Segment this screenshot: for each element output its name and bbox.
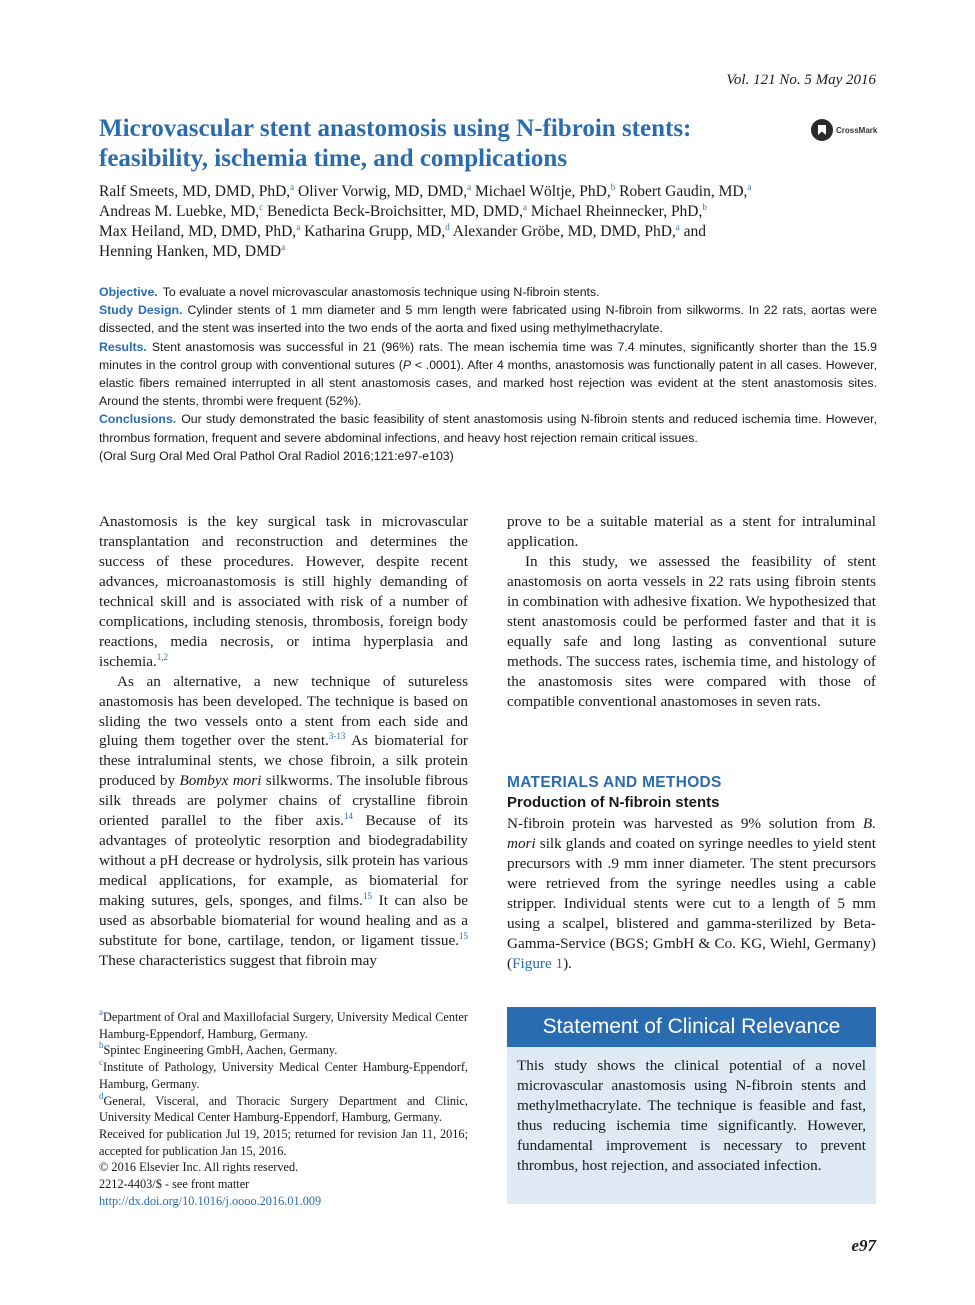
affiliation-marker: c bbox=[99, 1057, 103, 1068]
page-number: e97 bbox=[851, 1236, 876, 1255]
crossmark-badge[interactable] bbox=[811, 118, 877, 142]
paragraph-text: It can also be used as absorbable biomaterial for wound healing and as a substitute for bone, cartilage, tendon, or ligament tissue. bbox=[99, 892, 469, 950]
paragraph-text: Anastomosis is the key surgical task in microvascular transplantation and reconstruction and determines the success of these procedures. However, despite recent advances, microanastomosis is still highly demanding of technical skill and is associated with risk of a number of complications, including stenosis, thrombosis, foreign body reactions, media necrosis, or intima hyperplasia and ischemia. bbox=[99, 513, 468, 670]
affiliation-d bbox=[99, 1090, 468, 1126]
affiliation-marker: a bbox=[281, 242, 286, 252]
doi-paragraph bbox=[99, 1193, 468, 1210]
author: Katharina Grupp, MD, bbox=[304, 223, 446, 240]
author: Max Heiland, MD, DMD, PhD, bbox=[99, 223, 297, 240]
paragraph-text: N-fibroin protein was harvested as 9% solution from bbox=[507, 815, 863, 832]
species-name: B. mori bbox=[507, 815, 876, 852]
results-label: Results. bbox=[99, 339, 147, 354]
affiliation-marker: a bbox=[522, 202, 527, 212]
intro-paragraph-3: prove to be a suitable material as a stent for intraluminal application. bbox=[507, 513, 876, 550]
affiliation-marker: a bbox=[747, 182, 752, 192]
figure-link[interactable]: Figure 1 bbox=[512, 954, 564, 972]
methods-paragraph bbox=[507, 814, 876, 974]
paragraph-text: These characteristics suggest that fibroin may bbox=[99, 951, 377, 969]
abstract-design bbox=[99, 301, 877, 337]
author-list bbox=[99, 182, 877, 262]
affiliation-marker: b bbox=[99, 1040, 104, 1051]
conclusions-text: Our study demonstrated the basic feasibility of stent anastomosis using N-fibroin stents and reduced ischemia time. However, thrombus formation, frequent and severe abdominal infections, and heavy host rejection remain critical issues. bbox=[99, 412, 877, 445]
intro-paragraph-1 bbox=[99, 512, 468, 672]
affiliation-text: Spintec Engineering GmbH, Aachen, Germany. bbox=[103, 1043, 338, 1058]
objective-text: To evaluate a novel microvascular anastomosis technique using N-fibroin stents. bbox=[162, 285, 600, 299]
paragraph-text: ). bbox=[563, 954, 572, 972]
right-column-top bbox=[507, 512, 876, 712]
clinical-relevance-heading: Statement of Clinical Relevance bbox=[507, 1007, 876, 1047]
paragraph-text: silk glands and coated on syringe needles to yield stent precursors with .9 mm inner diameter. The stent precursors were retrieved from the syringe needles using a cable stripper. Individual stents were cut to a length of 5 mm using a scalpel, blistered and gamma-sterilized by Beta-Gamma-Service (BGS; GmbH & Co. KG, Wiehl, Germany) ( bbox=[507, 834, 876, 972]
paragraph-text: As an alternative, a new technique of sutureless anastomosis has been developed. The technique is based on sliding the two vessels onto a stent from each side and gluing them together over the stent. bbox=[99, 672, 468, 750]
affiliation-text: General, Visceral, and Thoracic Surgery Department and Clinic, University Medical Center Hamburg-Eppendorf, Hamburg, Germany. bbox=[99, 1093, 468, 1125]
citation-link[interactable]: 15 bbox=[459, 931, 468, 942]
p-value-symbol: P bbox=[402, 357, 412, 372]
paragraph-text: As biomaterial for these intraluminal stents, we chose fibroin, a silk protein produced by bbox=[99, 732, 468, 790]
affiliation-marker: a bbox=[675, 222, 680, 232]
affiliation-b bbox=[99, 1042, 468, 1059]
intro-paragraph-2 bbox=[99, 672, 468, 971]
author: Ralf Smeets, MD, DMD, PhD, bbox=[99, 183, 291, 200]
design-label: Study Design. bbox=[99, 303, 183, 318]
clinical-relevance-text: This study shows the clinical potential of a novel microvascular anastomosis using N-fibroin stents and methylmethacrylate. The technique is feasible and fast, thus reducing ischemia time significantly. However, fundamental improvement is necessary to prevent thrombus, host rejection, and associated infection. bbox=[517, 1057, 866, 1174]
affiliation-marker: c bbox=[259, 202, 264, 212]
conclusions-label: Conclusions. bbox=[99, 412, 177, 427]
issn-line: 2212-4403/$ - see front matter bbox=[99, 1177, 250, 1192]
author: Henning Hanken, MD, DMD bbox=[99, 243, 282, 260]
copyright-notice: © 2016 Elsevier Inc. All rights reserved. bbox=[99, 1160, 299, 1175]
species-name: Bombyx mori bbox=[179, 772, 262, 790]
abstract-citation: (Oral Surg Oral Med Oral Pathol Oral Radiol 2016;121:e97-e103) bbox=[99, 448, 454, 463]
affiliation-c bbox=[99, 1059, 468, 1092]
crossmark-icon bbox=[811, 119, 833, 141]
affiliation-marker: b bbox=[610, 182, 616, 192]
title-line-2: feasibility, ischemia time, and complications bbox=[99, 145, 568, 172]
citation-link[interactable]: 3-13 bbox=[328, 731, 346, 742]
clinical-relevance-box bbox=[507, 1007, 876, 1204]
paragraph-text: Because of its advantages of proteolytic resorption and biodegradability without a pH decrease or hydrolysis, silk protein has various medical applications, for example, as biomaterial for making sutures, gels, sponges, and films. bbox=[99, 812, 468, 910]
citation-link[interactable]: 14 bbox=[343, 811, 353, 822]
affiliation-marker: a bbox=[99, 1007, 103, 1017]
footnotes bbox=[99, 1009, 468, 1209]
intro-paragraph-4: In this study, we assessed the feasibility of stent anastomosis on aorta vessels in 22 rats using fibroin stents in combination with adhesive fixation. We hypothesized that stent anastomosis could be performed faster and that it is equally safe and long lasting as conventional suture methods. The success rates, ischemia time, and histology of the anastomosis sites were compared with those of compatible conventional anastomoses in seven rats. bbox=[507, 552, 876, 710]
results-text: Stent anastomosis was successful in 21 (96%) rats. The mean ischemia time was 7.4 minutes, significantly shorter than the 15.9 minutes in the control group with conventional sutures ( bbox=[99, 339, 877, 372]
author: Robert Gaudin, MD, bbox=[619, 183, 748, 200]
author: Alexander Gröbe, MD, DMD, PhD, bbox=[452, 223, 676, 240]
right-column-methods bbox=[507, 814, 876, 974]
article-title bbox=[99, 114, 779, 174]
author: Benedicta Beck-Broichsitter, MD, DMD, bbox=[267, 203, 523, 220]
design-text: Cylinder stents of 1 mm diameter and 5 mm length were fabricated using N-fibroin from silkworms. In 22 rats, aortas were dissected, and the stent was inserted into the two ends of the aorta and fixed using methylmethacrylate. bbox=[99, 303, 877, 336]
citation-link[interactable]: 15 bbox=[362, 891, 372, 902]
affiliation-marker: a bbox=[290, 182, 295, 192]
journal-reference: Vol. 121 No. 5 May 2016 bbox=[726, 72, 876, 88]
publication-dates: Received for publication Jul 19, 2015; returned for revision Jan 11, 2016; accepted for publication Jan 15, 2016. bbox=[99, 1126, 468, 1158]
affiliation-text: Institute of Pathology, University Medical Center Hamburg-Eppendorf, Hamburg, Germany. bbox=[99, 1060, 468, 1091]
abstract-results bbox=[99, 338, 877, 411]
affiliation-marker: a bbox=[296, 222, 301, 232]
abstract-conclusions bbox=[99, 410, 877, 446]
author: Michael Wöltje, PhD, bbox=[475, 183, 611, 200]
affiliation-marker: d bbox=[99, 1090, 104, 1101]
section-heading-methods: MATERIALS AND METHODS bbox=[507, 774, 722, 791]
abstract-objective bbox=[99, 283, 877, 301]
crossmark-label: CrossMark bbox=[836, 125, 878, 135]
abstract bbox=[99, 283, 877, 465]
affiliation-marker: b bbox=[702, 202, 707, 212]
title-line-1: Microvascular stent anastomosis using N-fibroin stents: bbox=[99, 115, 692, 142]
doi-link[interactable]: http://dx.doi.org/10.1016/j.oooo.2016.01.009 bbox=[99, 1193, 322, 1208]
objective-label: Objective. bbox=[99, 285, 158, 299]
author: Oliver Vorwig, MD, DMD, bbox=[298, 183, 468, 200]
left-column bbox=[99, 512, 468, 971]
subsection-heading: Production of N-fibroin stents bbox=[507, 794, 720, 811]
authors-conjunction: and bbox=[683, 223, 707, 240]
affiliation-marker: d bbox=[445, 222, 450, 232]
results-text-cont: < .0001). After 4 months, anastomosis was functionally patent in all cases. However, elastic fibers remained interrupted in all stent anastomosis cases, and marked host rejection was evident at the stent anastomosis sites. Around the stents, thrombi were frequent (52%). bbox=[99, 357, 877, 409]
affiliation-text: Department of Oral and Maxillofacial Surgery, University Medical Center Hamburg-Eppendorf, Hamburg, Germany. bbox=[99, 1010, 468, 1041]
author: Michael Rheinnecker, PhD, bbox=[530, 203, 703, 220]
affiliation-a bbox=[99, 1009, 468, 1042]
affiliation-marker: a bbox=[467, 182, 472, 192]
paragraph-text: silkworms. The insoluble fibrous silk threads are polymer chains of crystalline fibroin oriented parallel to the fiber axis. bbox=[99, 772, 469, 830]
author: Andreas M. Luebke, MD, bbox=[99, 203, 260, 220]
citation-link[interactable]: 1,2 bbox=[156, 651, 169, 662]
